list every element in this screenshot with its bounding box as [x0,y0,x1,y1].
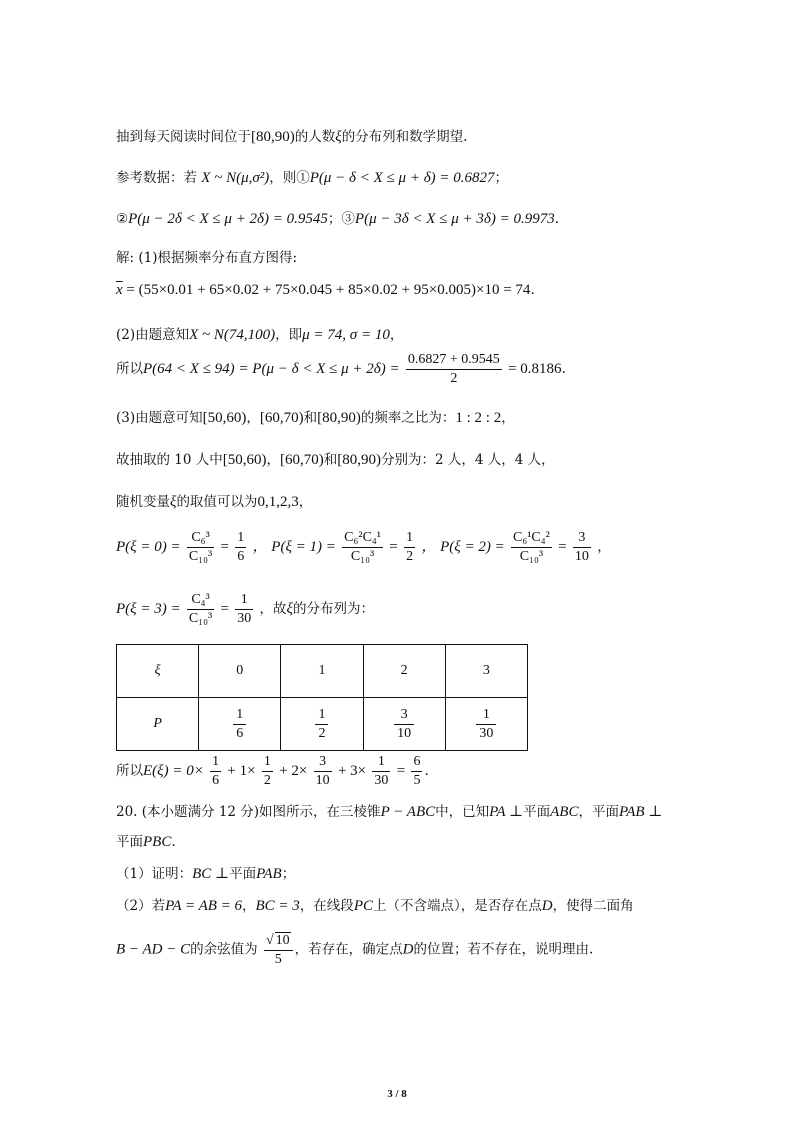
expectation-formula: 所以E(ξ) = 0× $\frac{1}{6}$ + 1× $\frac{1}{2}$ + 2× $\frac{3}{10}$ + 3× $\frac{1}{30}$ = $\frac{6}{5}$ . [116,754,429,788]
page-number: 3 / 8 [387,1088,407,1100]
table-cell: 2 [363,645,445,698]
question-20-line-2: 平面PBC. [116,834,176,850]
table-row [117,645,528,698]
text-line: 抽到每天阅读时间位于[80,90)的人数ξ的分布列和数学期望. [116,129,468,145]
table-cell: $\frac{3}{10}$ [363,698,445,751]
table-cell: 0 [199,645,281,698]
sqrt-fraction: $\frac{√ 10}{5}$ [264,932,293,968]
probability-row-2: P(ξ = 3) = $\frac{\text{C₄³}}{\text{C₁₀³}}$ = $\frac{1}{30}$ ，故ξ的分布列为： [116,592,374,626]
fraction: $\frac{0.6827 + 0.9545}{2}$ [407,352,500,386]
distribution-table [116,644,528,751]
table-row [117,698,528,751]
table-cell: P [117,698,199,751]
table-cell: $\frac{1}{30}$ [445,698,527,751]
solution-part3: (3)由题意可知[50,60)，[60,70)和[80,90)的频率之比为：1 : 2 : 2， [116,410,515,426]
reference-line-2: ②P(μ − 2δ < X ≤ μ + 2δ) = 0.9545；③P(μ − 3δ < X ≤ μ + 3δ) = 0.9973. [116,211,559,227]
solution-part1-heading: 解: (1)根据频率分布直方图得: [116,250,298,266]
reference-line-1: 参考数据：若 X ~ N(μ,σ²)，则①P(μ − δ < X ≤ μ + δ) = 0.6827； [116,170,509,186]
solution-part2: (2)由题意知X ~ N(74,100)，即μ = 74, σ = 10， [116,327,404,343]
question-20-part-2-cont: B − AD − C的余弦值为 $\frac{√ 10}{5}$ ，若存在，确定点D的位置；若不存在，说明理由. [116,933,594,967]
table-cell: 1 [281,645,363,698]
probability-row: P(ξ = 0) = $\frac{\text{C₆³}}{\text{C₁₀³}}$ = $\frac{1}{6}$ ， P(ξ = 1) = $\frac{\text{C₆²C₄¹}}{\text{C₁₀³}}$ = $\frac{1}{2}$ ， P(ξ = 2) = $\frac{\text{C₆¹C₄²}}{\text{C₁₀³}}$ = $\frac{3}{10}$ ， [116,530,611,564]
sample-counts: 故抽取的 10 人中[50,60)，[60,70)和[80,90)分别为：2 人，4 人，4 人， [116,452,555,468]
question-20-part-2: （2）若PA = AB = 6，BC = 3，在线段PC上（不含端点），是否存在点D，使得二面角 [116,898,634,914]
table-cell: $\frac{1}{2}$ [281,698,363,751]
table-cell: $\frac{1}{6}$ [199,698,281,751]
sqrt-icon: √ [265,933,274,948]
question-20-part-1: （1）证明：BC ⊥平面PAB； [116,866,296,882]
random-variable-values: 随机变量ξ的取值可以为0,1,2,3， [116,494,313,510]
probability-calc: 所以P(64 < X ≤ 94) = P(μ − δ < X ≤ μ + 2δ) = $\frac{0.6827 + 0.9545}{2}$ = 0.8186. [116,352,566,386]
question-20-line-1: 20. (本小题满分 12 分)如图所示，在三棱锥P − ABC中，已知PA ⊥平面ABC，平面PAB ⊥ [116,804,663,820]
mean-formula: $\overline{x} = (55\times 0.01 + 65\times 0.02 + 75\times 0.045 + 85\times 0.02 + 95\times 0.005)\times 10 = 74$. [116,282,535,298]
table-cell: 3 [445,645,527,698]
table-cell: ξ [117,645,199,698]
